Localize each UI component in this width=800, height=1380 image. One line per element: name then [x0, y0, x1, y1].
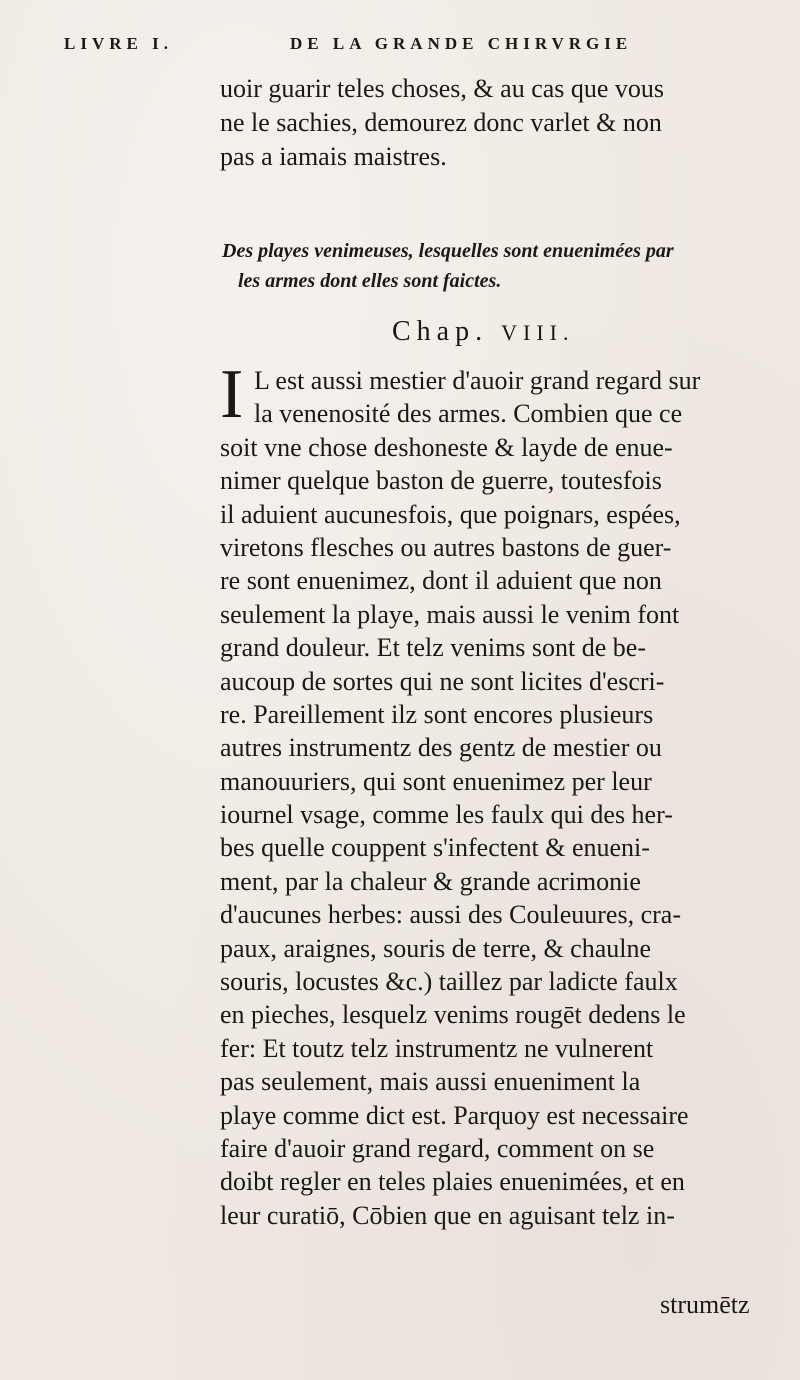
text-line: il aduient aucunesfois, que poignars, espées,	[220, 499, 681, 529]
text-line: en pieches, lesquelz venims rougēt dedens le	[220, 1000, 686, 1030]
text-line: re. Pareillement ilz sont encores plusieurs	[220, 699, 654, 729]
section-title-line: Des playes venimeuses, lesquelles sont enuenimées par	[222, 240, 674, 262]
book-number: LIVRE I.	[64, 34, 173, 53]
text-line: autres instrumentz des gentz de mestier ou	[220, 733, 662, 763]
chapter-heading	[392, 316, 574, 348]
text-line: soit vne chose deshoneste & layde de enue-	[220, 432, 673, 462]
text-line: pas a iamais maistres.	[220, 142, 447, 171]
text-line: seulement la playe, mais aussi le venim font	[220, 599, 680, 629]
text-line: d'aucunes herbes: aussi des Couleuures, cra-	[220, 900, 681, 930]
text-line: iournel vsage, comme les faulx qui des her-	[220, 800, 673, 830]
text-line: re sont enuenimez, dont il aduient que non	[220, 566, 662, 596]
text-line: uoir guarir teles choses, & au cas que vous	[220, 74, 665, 103]
drop-cap: I	[220, 356, 244, 433]
text-line: ne le sachies, demourez donc varlet & non	[220, 108, 662, 137]
chapter-number: VIII.	[501, 320, 575, 345]
chapter-word: Chap.	[392, 316, 489, 347]
text-line: paux, araignes, souris de terre, & chaulne	[220, 933, 652, 963]
text-line: nimer quelque baston de guerre, toutesfois	[220, 466, 662, 496]
intro-paragraph	[220, 72, 780, 174]
running-title: DE LA GRANDE CHIRVRGIE	[290, 34, 633, 53]
section-title-line: les armes dont elles sont faictes.	[238, 270, 502, 292]
text-line: manouuriers, qui sont enuenimez per leur	[220, 766, 652, 796]
chapter-body	[220, 356, 780, 1232]
text-line: la venenosité des armes. Combien que ce	[254, 399, 683, 429]
text-line: doibt regler en teles plaies enuenimées, et en	[220, 1167, 685, 1197]
text-line: pas seulement, mais aussi enueniment la	[220, 1067, 641, 1097]
text-line: aucoup de sortes qui ne sont licites d'escri-	[220, 666, 665, 696]
text-line: viretons flesches ou autres bastons de guer-	[220, 532, 672, 562]
text-line: ment, par la chaleur & grande acrimonie	[220, 866, 641, 896]
text-line: faire d'auoir grand regard, comment on se	[220, 1133, 655, 1163]
text-line: playe comme dict est. Parquoy est necessaire	[220, 1100, 689, 1130]
first-line-text: L est aussi mestier d'auoir grand regard sur	[254, 366, 701, 395]
catchword: strumētz	[660, 1290, 750, 1319]
text-line: leur curatiō, Cōbien que en aguisant telz in-	[220, 1200, 675, 1230]
running-head	[64, 34, 764, 64]
text-line: souris, locustes &c.) taillez par ladicte faulx	[220, 967, 678, 997]
text-line: fer: Et toutz telz instrumentz ne vulnerent	[220, 1033, 654, 1063]
text-line: grand douleur. Et telz venims sont de be-	[220, 633, 647, 663]
text-line: bes quelle couppent s'infectent & enueni-	[220, 833, 650, 863]
section-title	[222, 236, 782, 296]
